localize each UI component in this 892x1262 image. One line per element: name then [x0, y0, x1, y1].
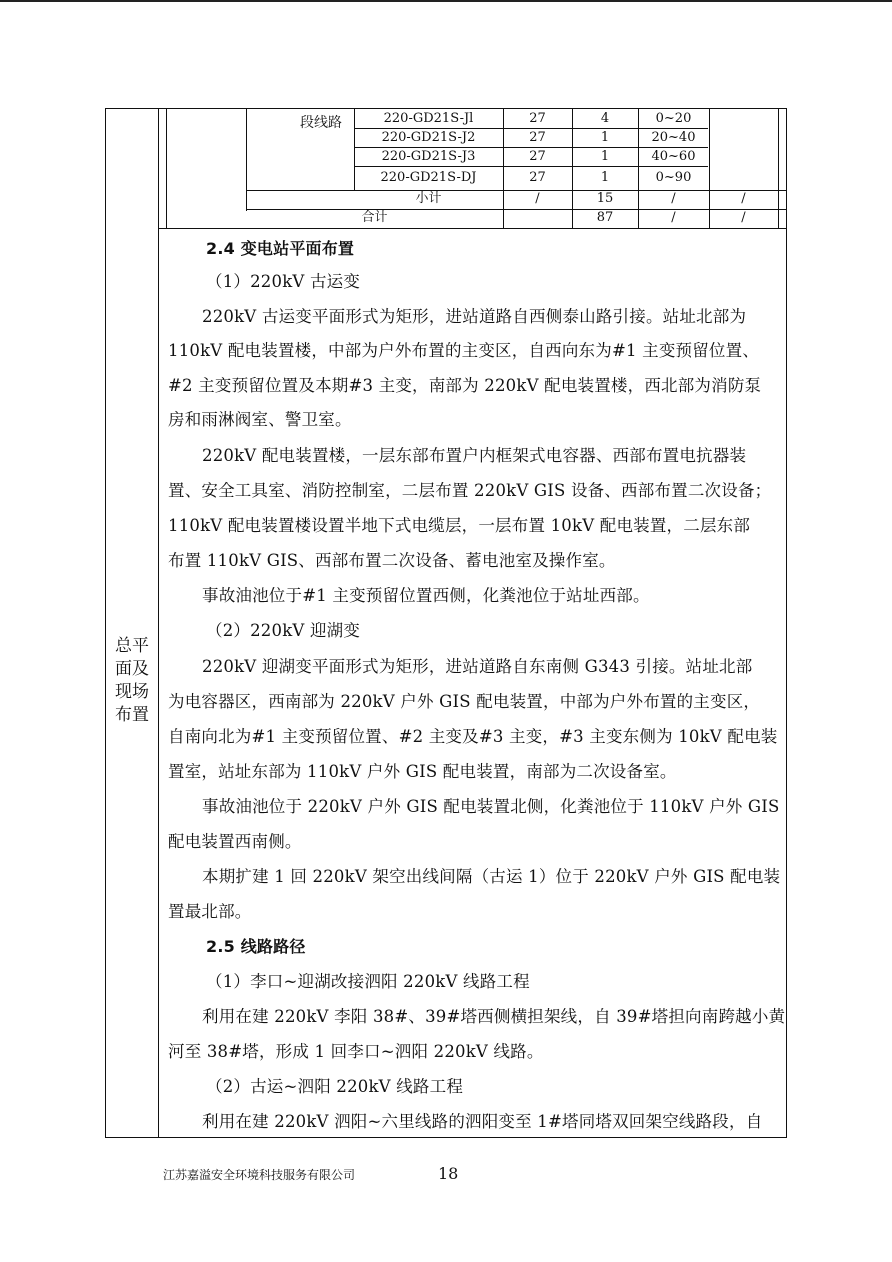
side-label-line: 现场 [115, 682, 149, 702]
paragraph-line: 配电装置西南侧。 [168, 832, 302, 851]
upper-divider-2 [246, 109, 247, 211]
paragraph-line: 河至 38#塔，形成 1 回李口~泗阳 220kV 线路。 [168, 1042, 544, 1061]
page-number: 18 [438, 1164, 459, 1183]
row-2-c1: 27 [529, 130, 546, 145]
row-3-c3: 40~60 [651, 149, 696, 164]
paragraph-line: 置最北部。 [168, 902, 252, 921]
total-c2: 87 [596, 210, 614, 225]
subtotal-c2: 15 [596, 191, 614, 206]
subsection-heading: （2）古运~泗阳 220kV 线路工程 [206, 1077, 464, 1096]
row-2-c2: 1 [600, 130, 610, 145]
paragraph-line: 置室，站址东部为 110kV 户外 GIS 配电装置，南部为二次设备室。 [168, 762, 677, 781]
upper-divider-1 [166, 109, 167, 228]
row-4-name: 220-GD21S-DJ [380, 170, 477, 185]
side-label-line: 面及 [115, 659, 149, 679]
row-2-name: 220-GD21S-J2 [381, 130, 476, 145]
subtotal-label: 小计 [415, 191, 442, 206]
row-1-c3: 0~20 [655, 111, 692, 126]
paragraph-line: 220kV 迎湖变平面形式为矩形，进站道路自东南侧 G343 引接。站址北部 [202, 657, 753, 676]
paragraph-line: 利用在建 220kV 李阳 38#、39#塔西侧横担架线，自 39#塔担向南跨越小黄 [202, 1007, 786, 1026]
document-table [105, 108, 787, 1138]
total-c3: / [671, 210, 676, 225]
row-4-c3: 0~90 [655, 170, 692, 185]
row-2-c3: 20~40 [651, 130, 696, 145]
section-heading-2-5: 2.5 线路路径 [206, 937, 306, 956]
paragraph-line: 220kV 古运变平面形式为矩形，进站道路自西侧泰山路引接。站址北部为 [202, 307, 747, 326]
paragraph-line: 220kV 配电装置楼，一层东部布置户内框架式电容器、西部布置电抗器装 [202, 446, 747, 465]
subsection-heading: （2）220kV 迎湖变 [206, 621, 361, 640]
subtotal-c1: / [535, 191, 540, 206]
paragraph-line: #2 主变预留位置及本期#3 主变，南部为 220kV 配电装置楼，西北部为消防泵 [168, 376, 762, 395]
row-4-c1: 27 [529, 170, 546, 185]
side-label-line: 总平 [115, 636, 149, 656]
subtotal-c4: / [741, 191, 746, 206]
row-4-c2: 1 [600, 170, 610, 185]
total-label: 合计 [361, 210, 388, 225]
paragraph-line: 事故油池位于 220kV 户外 GIS 配电装置北侧，化粪池位于 110kV 户外 GIS [202, 797, 780, 816]
paragraph-line: 本期扩建 1 回 220kV 架空出线间隔（古运 1）位于 220kV 户外 GIS 配电装 [202, 867, 781, 886]
paragraph-line: 房和雨淋阀室、警卫室。 [168, 410, 352, 429]
side-column-divider [158, 109, 159, 1137]
footer-company: 江苏嘉溢安全环境科技服务有限公司 [163, 1168, 356, 1182]
row-1-name: 220-GD21S-Jl [383, 111, 474, 126]
row-line-3 [354, 166, 708, 167]
row-3-name: 220-GD21S-J3 [381, 149, 476, 164]
row-1-c1: 27 [529, 111, 546, 126]
paragraph-line: 布置 110kV GIS、西部布置二次设备、蓄电池室及操作室。 [168, 551, 616, 570]
section-heading-2-4: 2.4 变电站平面布置 [206, 239, 355, 258]
paragraph-line: 利用在建 220kV 泗阳~六里线路的泗阳变至 1#塔同塔双回架空线路段，自 [202, 1112, 763, 1131]
side-label-line: 布置 [115, 705, 149, 725]
paragraph-line: 110kV 配电装置楼设置半地下式电缆层，一层布置 10kV 配电装置，二层东部 [168, 516, 751, 535]
subtotal-c3: / [671, 191, 676, 206]
row-3-c2: 1 [600, 149, 610, 164]
row-line-1 [354, 128, 708, 129]
row-3-c1: 27 [529, 149, 546, 164]
segment-label: 段线路 [300, 115, 342, 131]
subsection-heading: （1）李口~迎湖改接泗阳 220kV 线路工程 [206, 972, 530, 991]
total-c4: / [741, 210, 746, 225]
row-1-c2: 4 [600, 111, 610, 126]
paragraph-line: 自南向北为#1 主变预留位置、#2 主变及#3 主变，#3 主变东侧为 10kV 配电装 [168, 727, 778, 746]
paragraph-line: 110kV 配电装置楼，中部为户外布置的主变区，自西向东为#1 主变预留位置、 [168, 341, 760, 360]
paragraph-line: 为电容器区，西南部为 220kV 户外 GIS 配电装置，中部为户外布置的主变区， [168, 692, 761, 711]
subsection-heading: （1）220kV 古运变 [206, 272, 361, 291]
paragraph-line: 置、安全工具室、消防控制室，二层布置 220kV GIS 设备、西部布置二次设备； [168, 481, 772, 500]
row-line-2 [354, 147, 708, 148]
paragraph-line: 事故油池位于#1 主变预留位置西侧，化粪池位于站址西部。 [202, 586, 650, 605]
top-border-line [0, 0, 892, 2]
table-section-line [158, 228, 786, 229]
upper-divider-8 [778, 109, 779, 228]
section-side-label [106, 635, 158, 727]
